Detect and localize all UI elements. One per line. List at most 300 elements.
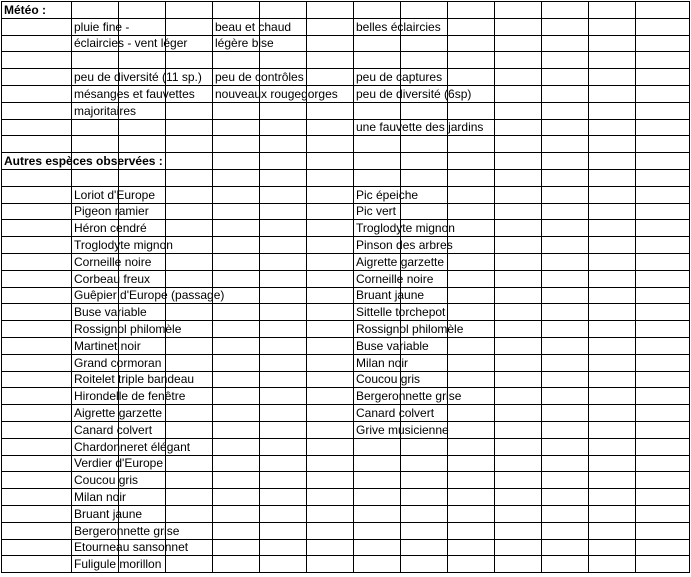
cell-session-3[interactable] — [354, 169, 401, 186]
cell-empty[interactable] — [542, 405, 589, 422]
cell-session-2[interactable] — [213, 153, 260, 170]
cell-session-1[interactable]: Etourneau sansonnet — [72, 539, 119, 556]
cell-empty[interactable] — [542, 153, 589, 170]
cell-empty[interactable] — [448, 102, 495, 119]
cell-empty[interactable] — [260, 539, 307, 556]
cell-empty[interactable] — [542, 556, 589, 573]
cell-session-2[interactable] — [213, 253, 260, 270]
cell-empty[interactable] — [495, 136, 542, 153]
cell-empty[interactable] — [307, 153, 354, 170]
cell-empty[interactable] — [307, 136, 354, 153]
cell-empty[interactable] — [542, 438, 589, 455]
cell-empty[interactable] — [166, 472, 213, 489]
cell-empty[interactable] — [589, 169, 636, 186]
cell-empty[interactable] — [589, 371, 636, 388]
cell-empty[interactable] — [495, 455, 542, 472]
cell-empty[interactable] — [589, 153, 636, 170]
cell-session-2[interactable] — [213, 220, 260, 237]
cell-session-2[interactable] — [213, 354, 260, 371]
cell-session-1[interactable]: Corbeau freux — [72, 270, 119, 287]
cell-empty[interactable] — [166, 136, 213, 153]
cell-empty[interactable] — [166, 18, 213, 35]
cell-empty[interactable] — [542, 489, 589, 506]
cell-session-3[interactable]: une fauvette des jardins — [354, 119, 401, 136]
cell-empty[interactable] — [119, 136, 166, 153]
cell-empty[interactable] — [495, 371, 542, 388]
cell-empty[interactable] — [307, 337, 354, 354]
cell-empty[interactable] — [589, 18, 636, 35]
cell-empty[interactable] — [589, 455, 636, 472]
cell-empty[interactable] — [166, 505, 213, 522]
cell-empty[interactable] — [542, 304, 589, 321]
cell-empty[interactable] — [166, 489, 213, 506]
cell-empty[interactable] — [542, 388, 589, 405]
cell-empty[interactable] — [542, 119, 589, 136]
cell-session-1[interactable]: Pigeon ramier — [72, 203, 119, 220]
cell-session-3[interactable] — [354, 505, 401, 522]
cell-empty[interactable] — [260, 556, 307, 573]
cell-empty[interactable] — [542, 102, 589, 119]
cell-session-2[interactable]: beau et chaud — [213, 18, 260, 35]
cell-empty[interactable] — [542, 35, 589, 52]
cell-empty[interactable] — [448, 405, 495, 422]
cell-empty[interactable] — [589, 119, 636, 136]
cell-empty[interactable] — [448, 489, 495, 506]
cell-empty[interactable] — [307, 354, 354, 371]
cell-empty[interactable] — [495, 489, 542, 506]
cell-empty[interactable] — [448, 18, 495, 35]
cell-empty[interactable] — [636, 472, 690, 489]
cell-session-1[interactable]: Guêpier d'Europe (passage) — [72, 287, 119, 304]
cell-empty[interactable] — [495, 388, 542, 405]
cell-session-3[interactable]: Aigrette garzette — [354, 253, 401, 270]
cell-session-3[interactable] — [354, 438, 401, 455]
cell-label[interactable] — [2, 35, 72, 52]
cell-empty[interactable] — [260, 169, 307, 186]
cell-empty[interactable] — [307, 102, 354, 119]
cell-empty[interactable] — [589, 85, 636, 102]
cell-empty[interactable] — [307, 455, 354, 472]
cell-session-2[interactable] — [213, 539, 260, 556]
cell-empty[interactable] — [448, 69, 495, 86]
cell-empty[interactable] — [542, 253, 589, 270]
cell-session-3[interactable]: Milan noir — [354, 354, 401, 371]
cell-session-3[interactable] — [354, 102, 401, 119]
cell-empty[interactable] — [636, 489, 690, 506]
cell-empty[interactable] — [448, 136, 495, 153]
cell-empty[interactable] — [119, 2, 166, 19]
cell-empty[interactable] — [307, 489, 354, 506]
cell-session-2[interactable] — [213, 405, 260, 422]
cell-session-1[interactable] — [72, 119, 119, 136]
cell-empty[interactable] — [260, 102, 307, 119]
cell-empty[interactable] — [260, 388, 307, 405]
cell-session-2[interactable] — [213, 337, 260, 354]
cell-empty[interactable] — [636, 102, 690, 119]
cell-empty[interactable] — [448, 522, 495, 539]
cell-empty[interactable] — [260, 472, 307, 489]
cell-empty[interactable] — [166, 203, 213, 220]
cell-empty[interactable] — [495, 102, 542, 119]
cell-empty[interactable] — [542, 237, 589, 254]
cell-session-1[interactable]: Chardonneret élégant — [72, 438, 119, 455]
cell-session-1[interactable]: majoritaires — [72, 102, 119, 119]
cell-empty[interactable] — [589, 337, 636, 354]
cell-empty[interactable] — [166, 220, 213, 237]
cell-empty[interactable] — [636, 304, 690, 321]
cell-empty[interactable] — [589, 556, 636, 573]
cell-empty[interactable] — [542, 522, 589, 539]
cell-empty[interactable] — [401, 522, 448, 539]
cell-empty[interactable] — [307, 119, 354, 136]
cell-empty[interactable] — [542, 18, 589, 35]
cell-empty[interactable] — [589, 237, 636, 254]
cell-label[interactable] — [2, 253, 72, 270]
cell-empty[interactable] — [401, 2, 448, 19]
cell-empty[interactable] — [448, 371, 495, 388]
cell-session-2[interactable] — [213, 203, 260, 220]
cell-empty[interactable] — [166, 304, 213, 321]
cell-session-3[interactable]: Corneille noire — [354, 270, 401, 287]
cell-session-3[interactable]: Grive musicienne — [354, 421, 401, 438]
cell-label[interactable] — [2, 354, 72, 371]
cell-empty[interactable] — [636, 35, 690, 52]
cell-empty[interactable] — [260, 489, 307, 506]
cell-empty[interactable] — [260, 438, 307, 455]
cell-empty[interactable] — [495, 119, 542, 136]
cell-session-3[interactable]: Troglodyte mignon — [354, 220, 401, 237]
cell-session-3[interactable]: Canard colvert — [354, 405, 401, 422]
cell-empty[interactable] — [495, 69, 542, 86]
cell-session-3[interactable] — [354, 522, 401, 539]
cell-empty[interactable] — [448, 505, 495, 522]
cell-session-2[interactable]: peu de contrôles — [213, 69, 260, 86]
cell-empty[interactable] — [448, 52, 495, 69]
cell-empty[interactable] — [495, 2, 542, 19]
cell-empty[interactable] — [307, 287, 354, 304]
cell-label[interactable] — [2, 337, 72, 354]
cell-empty[interactable] — [307, 186, 354, 203]
cell-empty[interactable] — [636, 287, 690, 304]
cell-empty[interactable] — [166, 405, 213, 422]
cell-empty[interactable] — [401, 203, 448, 220]
cell-session-2[interactable] — [213, 186, 260, 203]
cell-empty[interactable] — [589, 220, 636, 237]
cell-empty[interactable] — [448, 304, 495, 321]
cell-empty[interactable] — [542, 472, 589, 489]
cell-empty[interactable] — [636, 237, 690, 254]
cell-empty[interactable] — [166, 2, 213, 19]
cell-empty[interactable] — [401, 505, 448, 522]
cell-empty[interactable] — [542, 2, 589, 19]
cell-empty[interactable] — [495, 287, 542, 304]
cell-empty[interactable] — [401, 153, 448, 170]
cell-empty[interactable] — [401, 539, 448, 556]
cell-empty[interactable] — [636, 337, 690, 354]
cell-empty[interactable] — [495, 35, 542, 52]
cell-empty[interactable] — [260, 52, 307, 69]
cell-empty[interactable] — [166, 421, 213, 438]
cell-session-2[interactable] — [213, 169, 260, 186]
cell-session-2[interactable]: nouveaux rougegorges — [213, 85, 260, 102]
cell-empty[interactable] — [166, 556, 213, 573]
cell-empty[interactable] — [495, 186, 542, 203]
cell-session-1[interactable]: Bergeronnette grise — [72, 522, 119, 539]
cell-session-1[interactable]: Coucou gris — [72, 472, 119, 489]
cell-empty[interactable] — [166, 119, 213, 136]
cell-empty[interactable] — [589, 421, 636, 438]
cell-empty[interactable] — [307, 203, 354, 220]
cell-session-2[interactable]: légère bise — [213, 35, 260, 52]
cell-empty[interactable] — [495, 472, 542, 489]
cell-empty[interactable] — [448, 472, 495, 489]
cell-empty[interactable] — [401, 556, 448, 573]
cell-empty[interactable] — [636, 186, 690, 203]
cell-empty[interactable] — [589, 35, 636, 52]
cell-label[interactable] — [2, 287, 72, 304]
cell-session-1[interactable]: Martinet noir — [72, 337, 119, 354]
cell-label[interactable] — [2, 371, 72, 388]
cell-empty[interactable] — [307, 522, 354, 539]
cell-empty[interactable] — [307, 2, 354, 19]
cell-session-2[interactable] — [213, 388, 260, 405]
cell-label[interactable] — [2, 421, 72, 438]
cell-session-1[interactable]: Milan noir — [72, 489, 119, 506]
cell-empty[interactable] — [542, 505, 589, 522]
cell-empty[interactable] — [307, 505, 354, 522]
cell-empty[interactable] — [307, 253, 354, 270]
cell-empty[interactable] — [589, 69, 636, 86]
cell-empty[interactable] — [495, 321, 542, 338]
cell-empty[interactable] — [636, 2, 690, 19]
cell-empty[interactable] — [589, 136, 636, 153]
cell-empty[interactable] — [260, 119, 307, 136]
cell-empty[interactable] — [448, 203, 495, 220]
cell-label[interactable] — [2, 304, 72, 321]
cell-empty[interactable] — [589, 539, 636, 556]
cell-empty[interactable] — [542, 203, 589, 220]
cell-empty[interactable] — [636, 270, 690, 287]
cell-empty[interactable] — [495, 253, 542, 270]
cell-label[interactable] — [2, 18, 72, 35]
cell-empty[interactable] — [636, 153, 690, 170]
cell-empty[interactable] — [636, 438, 690, 455]
cell-label[interactable] — [2, 119, 72, 136]
cell-session-1[interactable]: Héron cendré — [72, 220, 119, 237]
cell-label[interactable] — [2, 270, 72, 287]
cell-empty[interactable] — [307, 270, 354, 287]
cell-label[interactable] — [2, 455, 72, 472]
cell-session-1[interactable]: mésanges et fauvettes — [72, 85, 119, 102]
cell-empty[interactable] — [307, 405, 354, 422]
cell-empty[interactable] — [495, 556, 542, 573]
cell-empty[interactable] — [542, 321, 589, 338]
cell-session-1[interactable] — [72, 136, 119, 153]
cell-empty[interactable] — [589, 472, 636, 489]
cell-session-3[interactable] — [354, 455, 401, 472]
cell-empty[interactable] — [448, 2, 495, 19]
cell-empty[interactable] — [448, 354, 495, 371]
cell-session-3[interactable]: Pic vert — [354, 203, 401, 220]
cell-label[interactable] — [2, 522, 72, 539]
cell-empty[interactable] — [401, 169, 448, 186]
cell-empty[interactable] — [166, 52, 213, 69]
cell-session-3[interactable] — [354, 153, 401, 170]
cell-empty[interactable] — [589, 270, 636, 287]
cell-empty[interactable] — [260, 337, 307, 354]
cell-empty[interactable] — [401, 472, 448, 489]
cell-session-3[interactable]: Pic épeiche — [354, 186, 401, 203]
cell-empty[interactable] — [589, 522, 636, 539]
cell-empty[interactable] — [589, 203, 636, 220]
cell-empty[interactable] — [166, 153, 213, 170]
cell-empty[interactable] — [260, 136, 307, 153]
cell-label[interactable] — [2, 505, 72, 522]
cell-empty[interactable] — [495, 522, 542, 539]
cell-empty[interactable] — [166, 337, 213, 354]
cell-empty[interactable] — [166, 270, 213, 287]
cell-empty[interactable] — [307, 472, 354, 489]
cell-session-2[interactable] — [213, 52, 260, 69]
cell-empty[interactable] — [448, 153, 495, 170]
cell-empty[interactable] — [307, 69, 354, 86]
cell-session-1[interactable]: Verdier d'Europe — [72, 455, 119, 472]
cell-label[interactable] — [2, 102, 72, 119]
cell-empty[interactable] — [589, 505, 636, 522]
cell-empty[interactable] — [260, 2, 307, 19]
cell-empty[interactable] — [636, 405, 690, 422]
cell-empty[interactable] — [307, 18, 354, 35]
cell-empty[interactable] — [542, 354, 589, 371]
cell-empty[interactable] — [495, 405, 542, 422]
cell-empty[interactable] — [260, 371, 307, 388]
cell-session-2[interactable] — [213, 489, 260, 506]
cell-empty[interactable] — [260, 455, 307, 472]
cell-empty[interactable] — [166, 354, 213, 371]
cell-empty[interactable] — [166, 253, 213, 270]
cell-empty[interactable] — [448, 253, 495, 270]
cell-session-1[interactable]: Loriot d'Europe — [72, 186, 119, 203]
cell-empty[interactable] — [495, 169, 542, 186]
cell-session-1[interactable] — [72, 52, 119, 69]
cell-session-3[interactable] — [354, 489, 401, 506]
cell-empty[interactable] — [542, 136, 589, 153]
cell-empty[interactable] — [636, 321, 690, 338]
cell-empty[interactable] — [542, 186, 589, 203]
cell-empty[interactable] — [636, 505, 690, 522]
cell-session-3[interactable]: Sittelle torchepot — [354, 304, 401, 321]
cell-empty[interactable] — [636, 354, 690, 371]
cell-empty[interactable] — [307, 237, 354, 254]
cell-session-1[interactable]: Roitelet triple bandeau — [72, 371, 119, 388]
cell-empty[interactable] — [636, 136, 690, 153]
cell-empty[interactable] — [166, 186, 213, 203]
cell-session-3[interactable] — [354, 136, 401, 153]
cell-empty[interactable] — [448, 539, 495, 556]
cell-empty[interactable] — [260, 287, 307, 304]
cell-empty[interactable] — [307, 388, 354, 405]
cell-empty[interactable] — [495, 539, 542, 556]
cell-empty[interactable] — [636, 85, 690, 102]
cell-session-1[interactable]: Bruant jaune — [72, 505, 119, 522]
cell-session-2[interactable] — [213, 438, 260, 455]
cell-label[interactable] — [2, 169, 72, 186]
cell-empty[interactable] — [448, 421, 495, 438]
cell-empty[interactable] — [636, 371, 690, 388]
cell-empty[interactable] — [260, 522, 307, 539]
cell-empty[interactable] — [260, 186, 307, 203]
cell-empty[interactable] — [307, 556, 354, 573]
cell-empty[interactable] — [636, 119, 690, 136]
cell-empty[interactable] — [448, 455, 495, 472]
cell-session-3[interactable] — [354, 556, 401, 573]
cell-session-3[interactable]: peu de diversité (6sp) — [354, 85, 401, 102]
cell-empty[interactable] — [495, 337, 542, 354]
cell-label[interactable] — [2, 556, 72, 573]
cell-session-2[interactable] — [213, 102, 260, 119]
cell-empty[interactable] — [495, 52, 542, 69]
cell-empty[interactable] — [542, 371, 589, 388]
cell-empty[interactable] — [636, 220, 690, 237]
cell-empty[interactable] — [636, 539, 690, 556]
cell-empty[interactable] — [307, 421, 354, 438]
cell-session-3[interactable]: Pinson des arbres — [354, 237, 401, 254]
cell-empty[interactable] — [589, 388, 636, 405]
cell-label[interactable]: Autres espèces observées : — [2, 153, 72, 170]
cell-label[interactable] — [2, 85, 72, 102]
cell-empty[interactable] — [448, 270, 495, 287]
cell-empty[interactable] — [636, 556, 690, 573]
cell-empty[interactable] — [495, 354, 542, 371]
cell-empty[interactable] — [448, 35, 495, 52]
cell-empty[interactable] — [495, 438, 542, 455]
cell-session-2[interactable] — [213, 321, 260, 338]
cell-empty[interactable] — [260, 153, 307, 170]
cell-empty[interactable] — [589, 186, 636, 203]
cell-empty[interactable] — [636, 388, 690, 405]
cell-label[interactable] — [2, 69, 72, 86]
cell-empty[interactable] — [260, 405, 307, 422]
cell-empty[interactable] — [495, 220, 542, 237]
cell-label[interactable] — [2, 321, 72, 338]
cell-empty[interactable] — [401, 489, 448, 506]
cell-session-2[interactable] — [213, 270, 260, 287]
cell-empty[interactable] — [307, 35, 354, 52]
cell-empty[interactable] — [166, 169, 213, 186]
cell-session-1[interactable]: Rossignol philomèle — [72, 321, 119, 338]
cell-label[interactable]: Météo : — [2, 2, 72, 19]
cell-empty[interactable] — [542, 169, 589, 186]
cell-session-1[interactable]: Hirondelle de fenêtre — [72, 388, 119, 405]
cell-empty[interactable] — [542, 421, 589, 438]
cell-label[interactable] — [2, 136, 72, 153]
cell-session-3[interactable] — [354, 472, 401, 489]
cell-empty[interactable] — [495, 85, 542, 102]
cell-empty[interactable] — [307, 371, 354, 388]
cell-empty[interactable] — [307, 539, 354, 556]
cell-empty[interactable] — [401, 35, 448, 52]
cell-empty[interactable] — [260, 505, 307, 522]
cell-empty[interactable] — [542, 337, 589, 354]
cell-empty[interactable] — [589, 52, 636, 69]
cell-label[interactable] — [2, 489, 72, 506]
cell-empty[interactable] — [636, 52, 690, 69]
cell-empty[interactable] — [260, 304, 307, 321]
cell-session-3[interactable] — [354, 2, 401, 19]
cell-session-2[interactable] — [213, 371, 260, 388]
cell-empty[interactable] — [589, 304, 636, 321]
cell-empty[interactable] — [260, 220, 307, 237]
